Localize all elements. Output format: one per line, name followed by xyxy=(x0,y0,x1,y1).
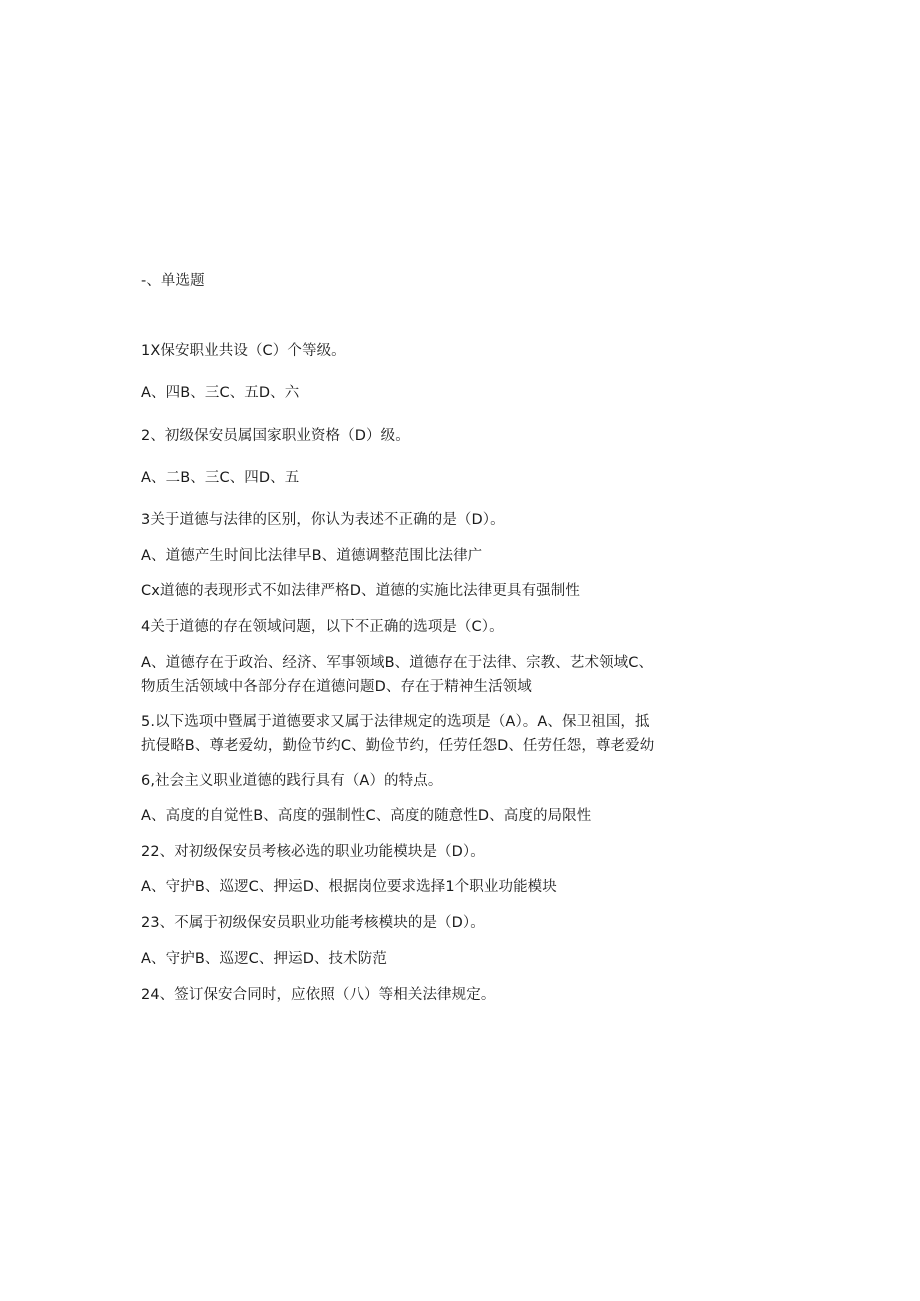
question-22-options: A、守护B、巡逻C、押运D、根据岗位要求选择1个职业功能模块 xyxy=(141,879,557,895)
question-2: 2、初级保安员属国家职业资格（D）级。 xyxy=(141,428,410,444)
question-5: 5.以下选项中暨属于道德要求又属于法律规定的选项是（A）。A、保卫祖国，抵 xyxy=(141,714,650,730)
question-4: 4关于道德的存在领域问题，以下不正确的选项是（C）。 xyxy=(141,619,504,635)
question-2-options: A、二B、三C、四D、五 xyxy=(141,470,300,486)
question-3-options-a: A、道德产生时间比法律早B、道德调整范围比法律广 xyxy=(141,548,483,564)
question-24: 24、签订保安合同时，应依照（八）等相关法律规定。 xyxy=(141,987,496,1003)
question-5-options: 抗侵略B、尊老爱幼，勤俭节约C、勤俭节约，任劳任怨D、任劳任怨，尊老爱幼 xyxy=(141,738,655,754)
question-6-options: A、高度的自觉性B、高度的强制性C、高度的随意性D、高度的局限性 xyxy=(141,808,592,824)
question-1: 1X保安职业共设（C）个等级。 xyxy=(141,343,346,359)
question-6: 6,社会主义职业道德的践行具有（A）的特点。 xyxy=(141,773,443,789)
question-1-options: A、四B、三C、五D、六 xyxy=(141,385,300,401)
section-heading: -、单选题 xyxy=(141,273,205,289)
question-3: 3关于道德与法律的区别，你认为表述不正确的是（D）。 xyxy=(141,512,505,528)
question-23: 23、不属于初级保安员职业功能考核模块的是（D）。 xyxy=(141,915,485,931)
question-23-options: A、守护B、巡逻C、押运D、技术防范 xyxy=(141,951,387,967)
question-22: 22、对初级保安员考核必选的职业功能模块是（D）。 xyxy=(141,844,485,860)
question-3-options-b: Cx道德的表现形式不如法律严格D、道德的实施比法律更具有强制性 xyxy=(141,583,580,599)
question-4-options-a: A、道德存在于政治、经济、军事领域B、道德存在于法律、宗教、艺术领域C、 xyxy=(141,655,654,671)
question-4-options-b: 物质生活领域中各部分存在道德问题D、存在于精神生活领域 xyxy=(141,679,532,695)
